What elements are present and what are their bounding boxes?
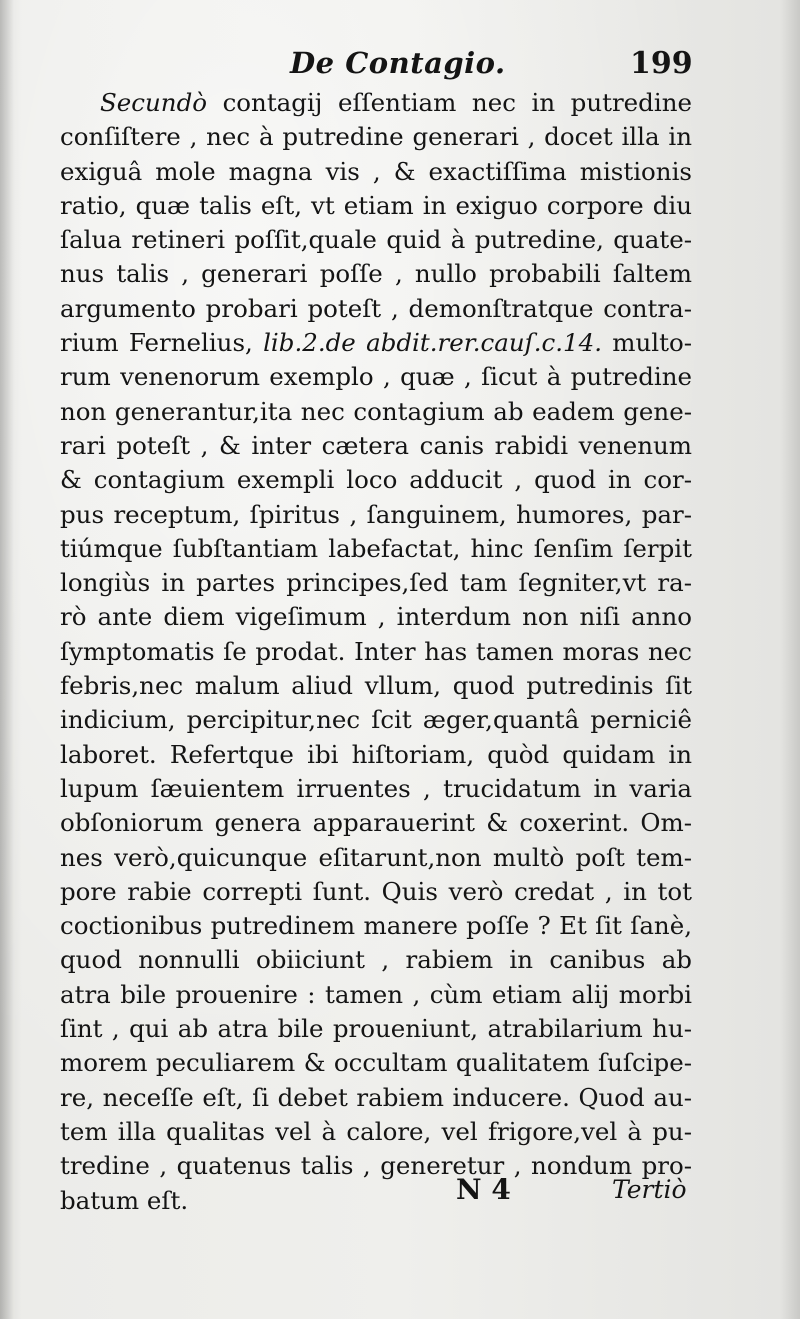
text-line	[60, 86, 692, 120]
text-line: morem peculiarem & occultam qualitatem ſuſcipe-	[60, 1048, 692, 1078]
text-line: quod nonnulli obiiciunt , rabiem in canibus ab	[60, 945, 692, 975]
text-line: exiguâ mole magna vis , & exactiſſima mistionis	[60, 156, 692, 186]
text-line: non generantur,ita nec contagium ab eadem gene-	[60, 396, 692, 426]
text-line: longiùs in partes principes,ſed tam ſegniter,vt ra-	[60, 568, 692, 598]
text-line: ſalua retineri poſſit,quale quid à putredine, quate-	[60, 225, 692, 255]
text-line: atra bile prouenire : tamen , cùm etiam alij morbi	[60, 979, 692, 1009]
body-text	[60, 86, 692, 1218]
text-line-with-citation: rium Fernelius, lib.2.de abdit.rer.cauſ.c.14. multo-	[60, 328, 692, 358]
text-line: nus talis , generari poſſe , nullo probabili ſaltem	[60, 259, 692, 289]
text-line: laboret. Refertque ibi hiſtoriam, quòd quidam in	[60, 739, 692, 769]
citation: lib.2.de abdit.rer.cauſ.c.14.	[263, 328, 602, 358]
text-line-rest: contagij eſſentiam nec in putredine	[222, 88, 692, 117]
text-line-first-word: Secundò	[100, 88, 207, 117]
catchword: Tertiò	[612, 1175, 687, 1204]
gutter-shadow	[0, 0, 14, 1319]
text-line: rò ante diem vigeſimum , interdum non niſi anno	[60, 602, 692, 632]
text-line: rari poteſt , & inter cætera canis rabidi venenum	[60, 430, 692, 460]
text-line: tredine , quatenus talis , generetur , nondum pro-	[60, 1151, 692, 1181]
text-line: pore rabie correpti ſunt. Quis verò credat , in tot	[60, 876, 692, 906]
text-line-last: batum eſt.	[60, 1185, 189, 1215]
text-line: argumento probari poteſt , demonſtratque contra-	[60, 293, 692, 323]
text-line: pus receptum, ſpiritus , ſanguinem, humores, par-	[60, 499, 692, 529]
text-line: coctionibus putredinem manere poſſe ? Et ſit ſanè,	[60, 911, 692, 941]
text-line: obſoniorum genera apparauerint & coxerint. Om-	[60, 808, 692, 838]
text-line: rum venenorum exemplo , quæ , ſicut à putredine	[60, 362, 692, 392]
text-line: lupum ſæuientem irruentes , trucidatum in varia	[60, 773, 692, 803]
text-line: indicium, percipitur,nec ſcit æger,quantâ perniciê	[60, 705, 692, 735]
page-number: 199	[630, 46, 693, 81]
text-line: febris,nec malum aliud vllum, quod putredinis ſit	[60, 671, 692, 701]
text-line: tem illa qualitas vel à calore, vel frigore,vel à pu-	[60, 1116, 692, 1146]
text-line: re, neceſſe eſt, ſi debet rabiem inducere. Quod au-	[60, 1082, 692, 1112]
text-line: & contagium exempli loco adducit , quod in cor-	[60, 465, 692, 495]
running-title: De Contagio.	[290, 46, 506, 80]
text-line: conſiſtere , nec à putredine generari , docet illa in	[60, 122, 692, 152]
text-line: ratio, quæ talis eſt, vt etiam in exiguo corpore diu	[60, 190, 692, 220]
signature-mark: N 4	[456, 1173, 511, 1206]
text-line: tiúmque ſubſtantiam labefactat, hinc ſenſim ſerpit	[60, 533, 692, 563]
text-line: nes verò,quicunque eſitarunt,non multò poſt tem-	[60, 842, 692, 872]
text-line: ſymptomatis ſe prodat. Inter has tamen moras nec	[60, 636, 692, 666]
text-line: ſint , qui ab atra bile proueniunt, atrabilarium hu-	[60, 1014, 692, 1044]
